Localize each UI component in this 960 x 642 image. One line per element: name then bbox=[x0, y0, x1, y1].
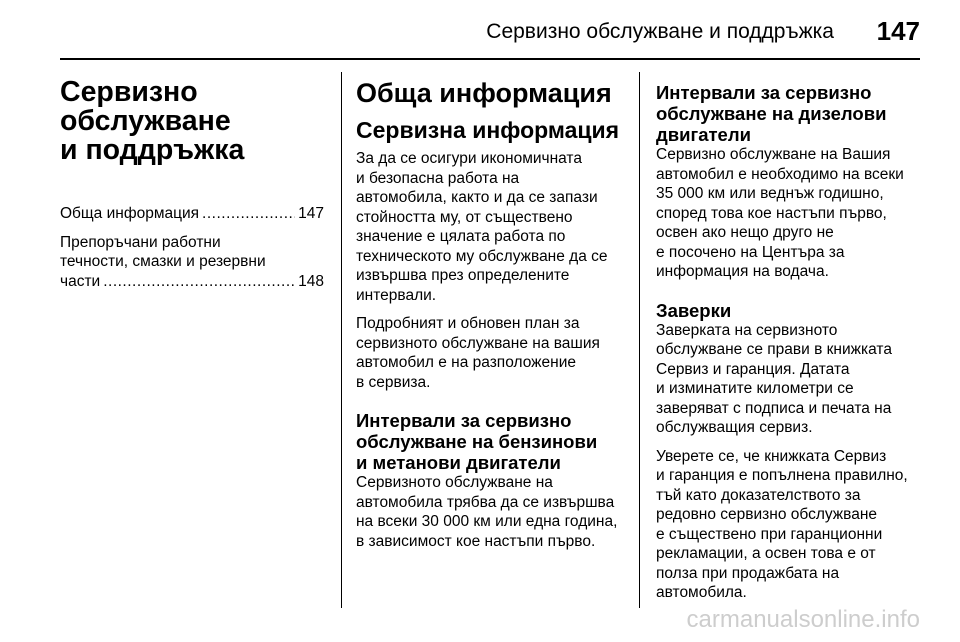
header-title: Сервизно обслужване и поддръжка bbox=[486, 20, 834, 43]
page-number: 147 bbox=[876, 16, 920, 46]
paragraph-confirmations: Заверката на сервизното обслужване се прави в книжката Сервиз и гаранция. Датата и изминатите километри се заверяват с подписа и печата на обслужващия сервиз. bbox=[656, 321, 892, 436]
toc-entry-fluids-lubricants[interactable] bbox=[60, 233, 324, 292]
chapter-title-line: обслужване bbox=[60, 105, 231, 137]
header-rule bbox=[60, 58, 920, 60]
paragraph-service-plan: Подробният и обновен план за сервизното обслужване на вашия автомобил е на разположение в сервиза. bbox=[356, 315, 600, 391]
toc-leader-dots bbox=[202, 204, 295, 224]
toc-entry-label: части bbox=[60, 272, 101, 290]
chapter-title bbox=[60, 78, 324, 165]
section-heading-general-info: Обща информация bbox=[356, 78, 612, 108]
right-column bbox=[656, 72, 920, 603]
toc-entry-label-line: течности, смазки и резервни bbox=[60, 253, 266, 270]
middle-column bbox=[356, 72, 626, 551]
heading-confirmations: Заверки bbox=[656, 299, 732, 321]
heading-diesel-intervals: Интервали за сервизно обслужване на дизелови двигатели bbox=[656, 82, 887, 145]
toc-leader-dots bbox=[103, 272, 295, 292]
toc-entry-page: 147 bbox=[298, 205, 324, 222]
chapter-title-line: Сервизно bbox=[60, 76, 198, 108]
toc-entry-page: 148 bbox=[298, 272, 324, 290]
left-column bbox=[60, 72, 324, 300]
paragraph-diesel-intervals: Сервизно обслужване на Вашия автомобил е необходимо на всеки 35 000 км или веднъж годишно, според това кое настъпи първо, освен ако нещо друго не е посочено на Центъра за информация на водача. bbox=[656, 146, 904, 280]
column-divider-right bbox=[639, 72, 640, 608]
watermark: carmanualsonline.info bbox=[686, 606, 920, 633]
toc-entry-label-line: Препоръчани работни bbox=[60, 233, 221, 251]
toc-entry-label: Обща информация bbox=[60, 205, 200, 222]
paragraph-economic-operation: За да се осигури икономичната и безопасна работа на автомобила, както и да се запази стойността му, от съществено значение е цялата работа по техническото му обслужване да се извършва през определените интервали. bbox=[356, 150, 608, 304]
column-divider-left bbox=[341, 72, 342, 608]
chapter-title-line: и поддръжка bbox=[60, 134, 245, 166]
paragraph-petrol-intervals: Сервизното обслужване на автомобила трябва да се извършва на всеки 30 000 км или една година, в зависимост кое настъпи първо. bbox=[356, 474, 618, 550]
paragraph-warranty-book: Уверете се, че книжката Сервиз и гаранция е попълнена правилно, тъй като доказателството за редовно сервизно обслужване е съществено при гаранционни рекламации, а освен това е от полза при продажбата на автомобила. bbox=[656, 447, 908, 601]
heading-petrol-intervals: Интервали за сервизно обслужване на бензинови и метанови двигатели bbox=[356, 410, 598, 473]
subsection-heading-service-info: Сервизна информация bbox=[356, 117, 620, 143]
table-of-contents bbox=[60, 204, 324, 291]
toc-entry-general-info[interactable] bbox=[60, 204, 324, 224]
